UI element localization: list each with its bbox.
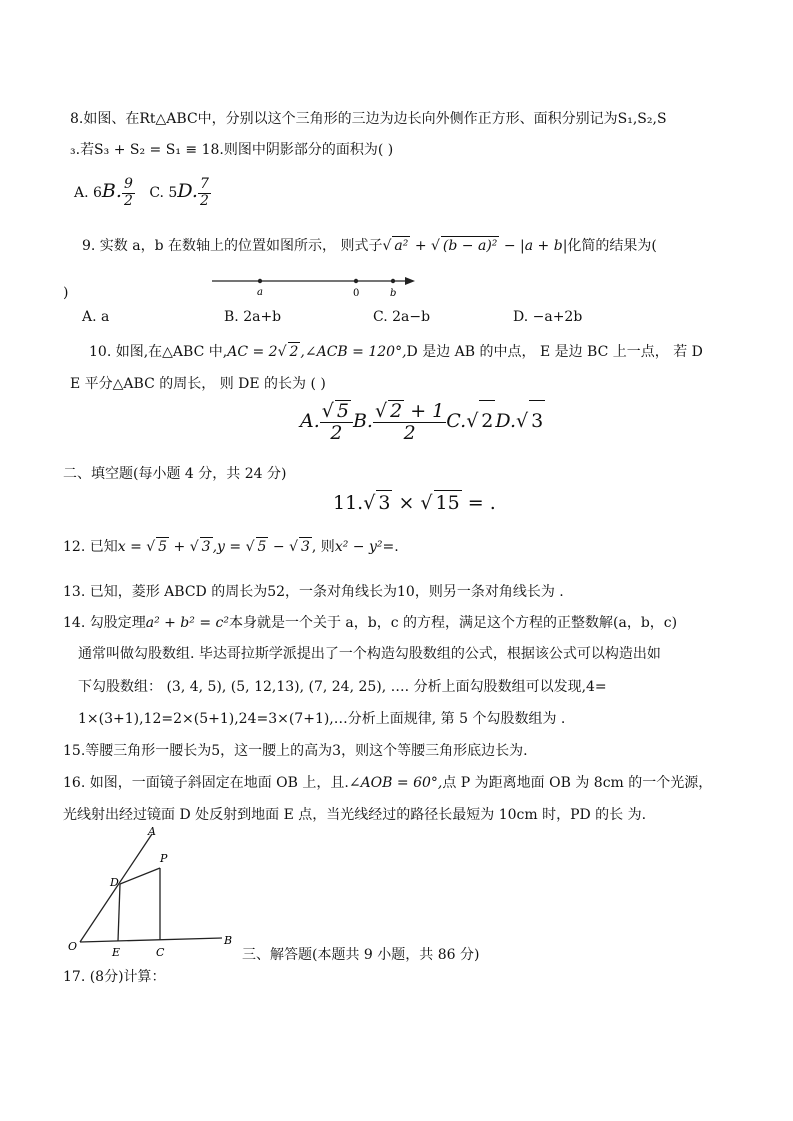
q8-option-a: A. 6 bbox=[74, 185, 102, 201]
q10-options: A. $\frac{√ 5}{2}$ B. $\frac{√ 2 + 1}{2}$ C.√ 2 D.√ 3 bbox=[300, 400, 544, 444]
number-line-arrow bbox=[405, 277, 415, 285]
section-3-heading: 三、解答题(本题共 9 小题，共 86 分) bbox=[242, 947, 480, 963]
number-line-label-b: b bbox=[390, 288, 397, 299]
q13-line: 13. 已知，菱形 ABCD 的周长为52，一条对角线长为10，则另一条对角线长为 . bbox=[63, 584, 564, 600]
q9-option-b: B. 2a+b bbox=[224, 309, 282, 325]
q16-line1: 16. 如图，一面镜子斜固定在地面 OB 上，且.∠AOB = 60°,点 P 为距离地面 OB 为 8cm 的一个光源， bbox=[63, 775, 713, 791]
q8-option-b-label: B. bbox=[101, 180, 122, 202]
q9-expr-b: (b − a)² bbox=[442, 238, 498, 254]
q8-option-c: C. 5 bbox=[149, 185, 178, 201]
q11-expression: 11.√ 3 × √ 15 = . bbox=[333, 492, 496, 514]
number-line-point-b bbox=[391, 279, 395, 283]
q14-line3: 下勾股数组： (3, 4, 5), (5, 12,13), (7, 24, 25), …. 分析上面勾股数组可以发现,4= bbox=[78, 679, 607, 695]
q9-line1: 9. 实数 a，b 在数轴上的位置如图所示， 则式子√ a² + √ (b − a)² − |a + b|化简的结果为( bbox=[82, 238, 657, 254]
number-line-point-a bbox=[258, 279, 262, 283]
q17-line: 17. (8分)计算： bbox=[63, 969, 166, 985]
segment-de bbox=[118, 884, 120, 941]
q10-option-d-label: D. bbox=[495, 410, 516, 432]
q10-option-c-label: C. bbox=[446, 410, 467, 432]
q9-option-d: D. −a+2b bbox=[513, 309, 583, 325]
q10-option-d-value: 3 bbox=[529, 400, 545, 441]
q8-line2: ₃.若S₃ + S₂ = S₁ ≡ 18.则图中阴影部分的面积为( ) bbox=[70, 142, 394, 158]
number-line-label-a: a bbox=[257, 287, 263, 298]
mirror-geometry-figure bbox=[60, 822, 240, 962]
figure-label-o: O bbox=[68, 940, 78, 953]
segment-dp bbox=[120, 868, 160, 884]
number-line-figure bbox=[210, 272, 420, 300]
figure-label-d: D bbox=[110, 876, 119, 889]
q10-option-b-fraction: $\frac{√ 2 + 1}{2}$ bbox=[374, 400, 445, 444]
q14-line1: 14. 勾股定理a² + b² = c²本身就是一个关于 a，b，c 的方程，满足这个方程的正整数解(a，b，c) bbox=[63, 615, 678, 631]
q15-line: 15.等腰三角形一腰长为5，这一腰上的高为3，则这个等腰三角形底边长为. bbox=[63, 743, 528, 759]
ground-line-ob bbox=[80, 938, 222, 942]
q10-option-b-label: B. bbox=[352, 410, 373, 432]
figure-label-e: E bbox=[112, 946, 121, 959]
q9-expr-a: a² bbox=[394, 238, 409, 254]
q8-option-d-fraction: $\frac{7}{2}$ bbox=[199, 176, 209, 209]
section-2-heading: 二、填空题(每小题 4 分，共 24 分) bbox=[63, 466, 287, 482]
figure-label-b: B bbox=[224, 934, 233, 947]
q9-expr-rest: − |a + b| bbox=[503, 238, 568, 254]
figure-label-a: A bbox=[148, 825, 156, 838]
q8-option-d-label: D. bbox=[177, 180, 198, 202]
figure-label-c: C bbox=[156, 946, 165, 959]
q9-option-a: A. a bbox=[82, 309, 110, 325]
q14-line2: 通常叫做勾股数组. 毕达哥拉斯学派提出了一个构造勾股数组的公式，根据该公式可以构造出如 bbox=[78, 646, 661, 662]
q8-options bbox=[74, 175, 211, 209]
q10-line1: 10. 如图,在△ABC 中,AC = 2√ 2 ,∠ACB = 120°,D 是边 AB 的中点， E 是边 BC 上一点， 若 D bbox=[89, 344, 703, 360]
q10-option-a-fraction: $\frac{√ 5}{2}$ bbox=[320, 400, 353, 444]
q9-option-c: C. 2a−b bbox=[373, 309, 431, 325]
q14-line4: 1×(3+1),12=2×(5+1),24=3×(7+1),…分析上面规律, 第 5 个勾股数组为 . bbox=[78, 711, 566, 727]
q12-line: 12. 已知x = √ 5 + √ 3 ,y = √ 5 − √ 3 , 则x² − y²=. bbox=[63, 539, 399, 555]
q8-line1: 8.如图、在Rt△ABC中，分别以这个三角形的三边为边长向外侧作正方形、面积分别记为S₁,S₂,S bbox=[70, 111, 667, 127]
q16-line2: 光线射出经过镜面 D 处反射到地面 E 点，当光线经过的路径长最短为 10cm 时，PD 的长 为. bbox=[63, 807, 647, 823]
q10-option-a-label: A. bbox=[300, 410, 320, 432]
figure-label-p: P bbox=[160, 852, 168, 865]
q9-line2: ) bbox=[63, 285, 69, 301]
number-line-label-0: 0 bbox=[353, 288, 360, 299]
q8-option-b-fraction: $\frac{9}{2}$ bbox=[123, 176, 133, 209]
q10-line2: E 平分△ABC 的周长， 则 DE 的长为 ( ) bbox=[70, 376, 326, 392]
number-line-point-0 bbox=[354, 279, 358, 283]
q10-option-c-value: 2 bbox=[479, 400, 495, 441]
